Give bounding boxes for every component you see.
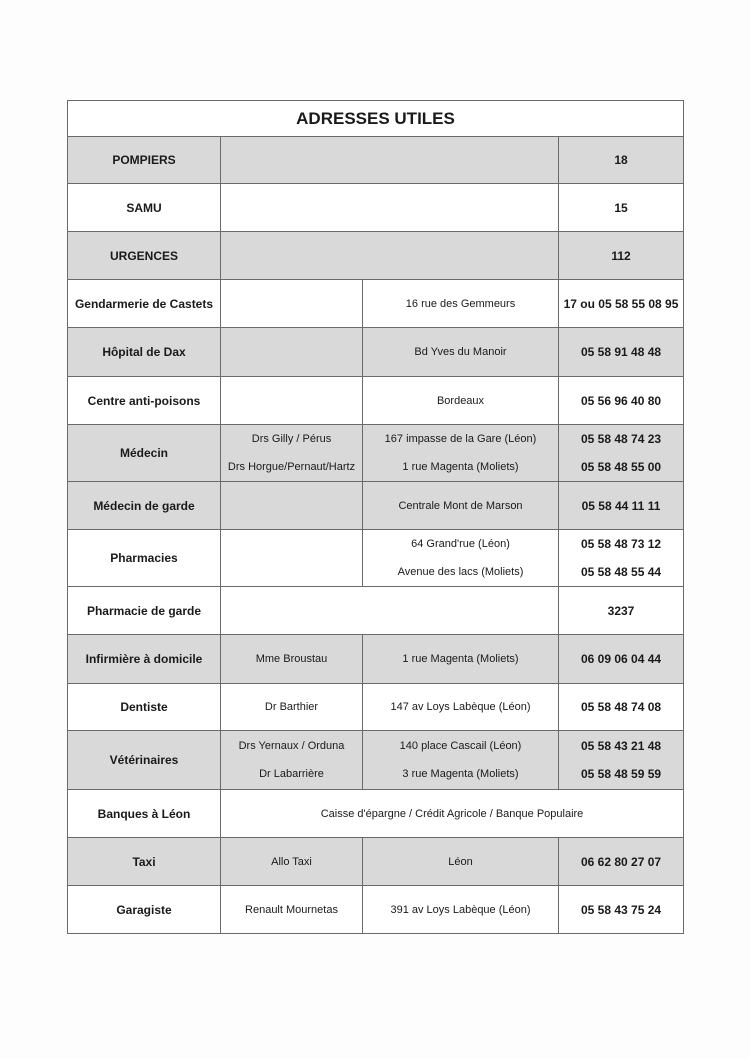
who-line: Drs Horgue/Pernaut/Hartz [227,461,356,473]
contact-name-cell [221,377,363,425]
phone-line: 15 [614,200,628,215]
phone-cell [559,328,684,377]
page-title: ADRESSES UTILES [68,101,684,137]
row-label: Pharmacie de garde [68,587,221,635]
phone-line: 112 [611,248,631,263]
phone-cell [559,684,684,731]
phone-line: 05 58 48 55 00 [580,460,662,474]
address-cell [363,328,559,377]
phone-cell [559,425,684,482]
phone-cell [559,377,684,425]
address-cell [363,482,559,530]
address-line: 16 rue des Gemmeurs [405,297,516,310]
table-row [68,731,684,790]
table-row [68,684,684,731]
table-row [68,790,684,838]
table-row [68,280,684,328]
table-row [68,328,684,377]
contact-name-cell [221,684,363,731]
address-cell [363,635,559,684]
contact-name-cell [221,838,363,886]
address-cell [363,425,559,482]
address-line: Caisse d'épargne / Crédit Agricole / Banque Populaire [320,807,584,820]
phone-line: 05 58 44 11 11 [581,498,661,513]
empty-cell [221,184,559,232]
row-label: Pharmacies [68,530,221,587]
address-line: 3 rue Magenta (Moliets) [402,768,519,780]
who-line: Allo Taxi [271,855,312,868]
row-label: Centre anti-poisons [68,377,221,425]
phone-line: 05 58 48 73 12 [580,537,662,551]
who-line: Drs Yernaux / Orduna [238,740,345,752]
address-line: 140 place Cascail (Léon) [399,740,522,752]
contact-name-cell [221,530,363,587]
row-label: Taxi [68,838,221,886]
row-label: URGENCES [68,232,221,280]
phone-cell [559,530,684,587]
table-row [68,377,684,425]
address-line: Léon [448,855,473,868]
row-label: Hôpital de Dax [68,328,221,377]
table-row [68,886,684,934]
row-label: Gendarmerie de Castets [68,280,221,328]
contact-name-cell [221,280,363,328]
address-line: 167 impasse de la Gare (Léon) [384,433,537,445]
phone-cell [559,232,684,280]
phone-cell [559,137,684,184]
address-cell [363,886,559,934]
who-line: Drs Gilly / Pérus [251,433,332,445]
row-label: Dentiste [68,684,221,731]
table-row [68,838,684,886]
address-cell [363,684,559,731]
phone-cell [559,886,684,934]
phone-line: 05 58 48 74 08 [580,700,662,714]
phone-cell [559,280,684,328]
phone-cell [559,184,684,232]
empty-cell [221,587,559,635]
contact-name-cell [221,635,363,684]
phone-line: 05 58 48 55 44 [580,565,662,579]
address-line: 1 rue Magenta (Moliets) [402,653,519,665]
row-label: Médecin de garde [68,482,221,530]
contact-name-cell [221,328,363,377]
who-line: Dr Barthier [264,701,319,713]
contact-name-cell [221,425,363,482]
phone-line: 06 09 06 04 44 [580,652,662,666]
address-line: 147 av Loys Labèque (Léon) [390,701,531,713]
address-line: 1 rue Magenta (Moliets) [402,461,519,473]
phone-line: 06 62 80 27 07 [580,854,662,869]
table-row [68,635,684,684]
address-cell [363,731,559,790]
contact-name-cell [221,886,363,934]
table-row [68,425,684,482]
phone-cell [559,838,684,886]
row-label: Médecin [68,425,221,482]
phone-cell [559,482,684,530]
who-line: Mme Broustau [255,653,328,665]
address-cell [363,280,559,328]
contact-name-cell [221,731,363,790]
table-row [68,530,684,587]
who-line: Dr Labarrière [259,768,324,780]
phone-line: 05 58 43 21 48 [580,739,662,753]
empty-cell [221,232,559,280]
row-label: SAMU [68,184,221,232]
phone-line: 05 58 48 74 23 [580,432,662,446]
phone-line: 05 58 43 75 24 [580,902,662,917]
address-cell [221,790,684,838]
row-label: Infirmière à domicile [68,635,221,684]
who-line: Renault Mournetas [245,903,338,916]
phone-line: 3237 [607,603,635,618]
row-label: Vétérinaires [68,731,221,790]
phone-cell [559,635,684,684]
phone-line: 17 ou 05 58 55 08 95 [563,296,679,311]
table-row [68,587,684,635]
table-row [68,232,684,280]
table-row [68,137,684,184]
row-label: Garagiste [68,886,221,934]
table-row [68,482,684,530]
phone-cell [559,731,684,790]
address-line: Bordeaux [436,394,485,407]
phone-cell [559,587,684,635]
table-row [68,184,684,232]
row-label: POMPIERS [68,137,221,184]
address-cell [363,377,559,425]
address-line: 64 Grand'rue (Léon) [411,538,510,550]
contact-name-cell [221,482,363,530]
phone-line: 05 58 91 48 48 [580,345,662,359]
empty-cell [221,137,559,184]
phone-line: 18 [614,153,628,167]
address-cell [363,838,559,886]
row-label: Banques à Léon [68,790,221,838]
address-line: 391 av Loys Labèque (Léon) [390,903,531,916]
address-cell [363,530,559,587]
address-line: Centrale Mont de Marson [398,499,523,512]
phone-line: 05 58 48 59 59 [580,767,662,781]
title-row [68,101,684,137]
phone-line: 05 56 96 40 80 [580,393,662,408]
useful-addresses-table [67,100,684,934]
address-line: Bd Yves du Manoir [414,346,507,358]
address-line: Avenue des lacs (Moliets) [397,566,524,578]
